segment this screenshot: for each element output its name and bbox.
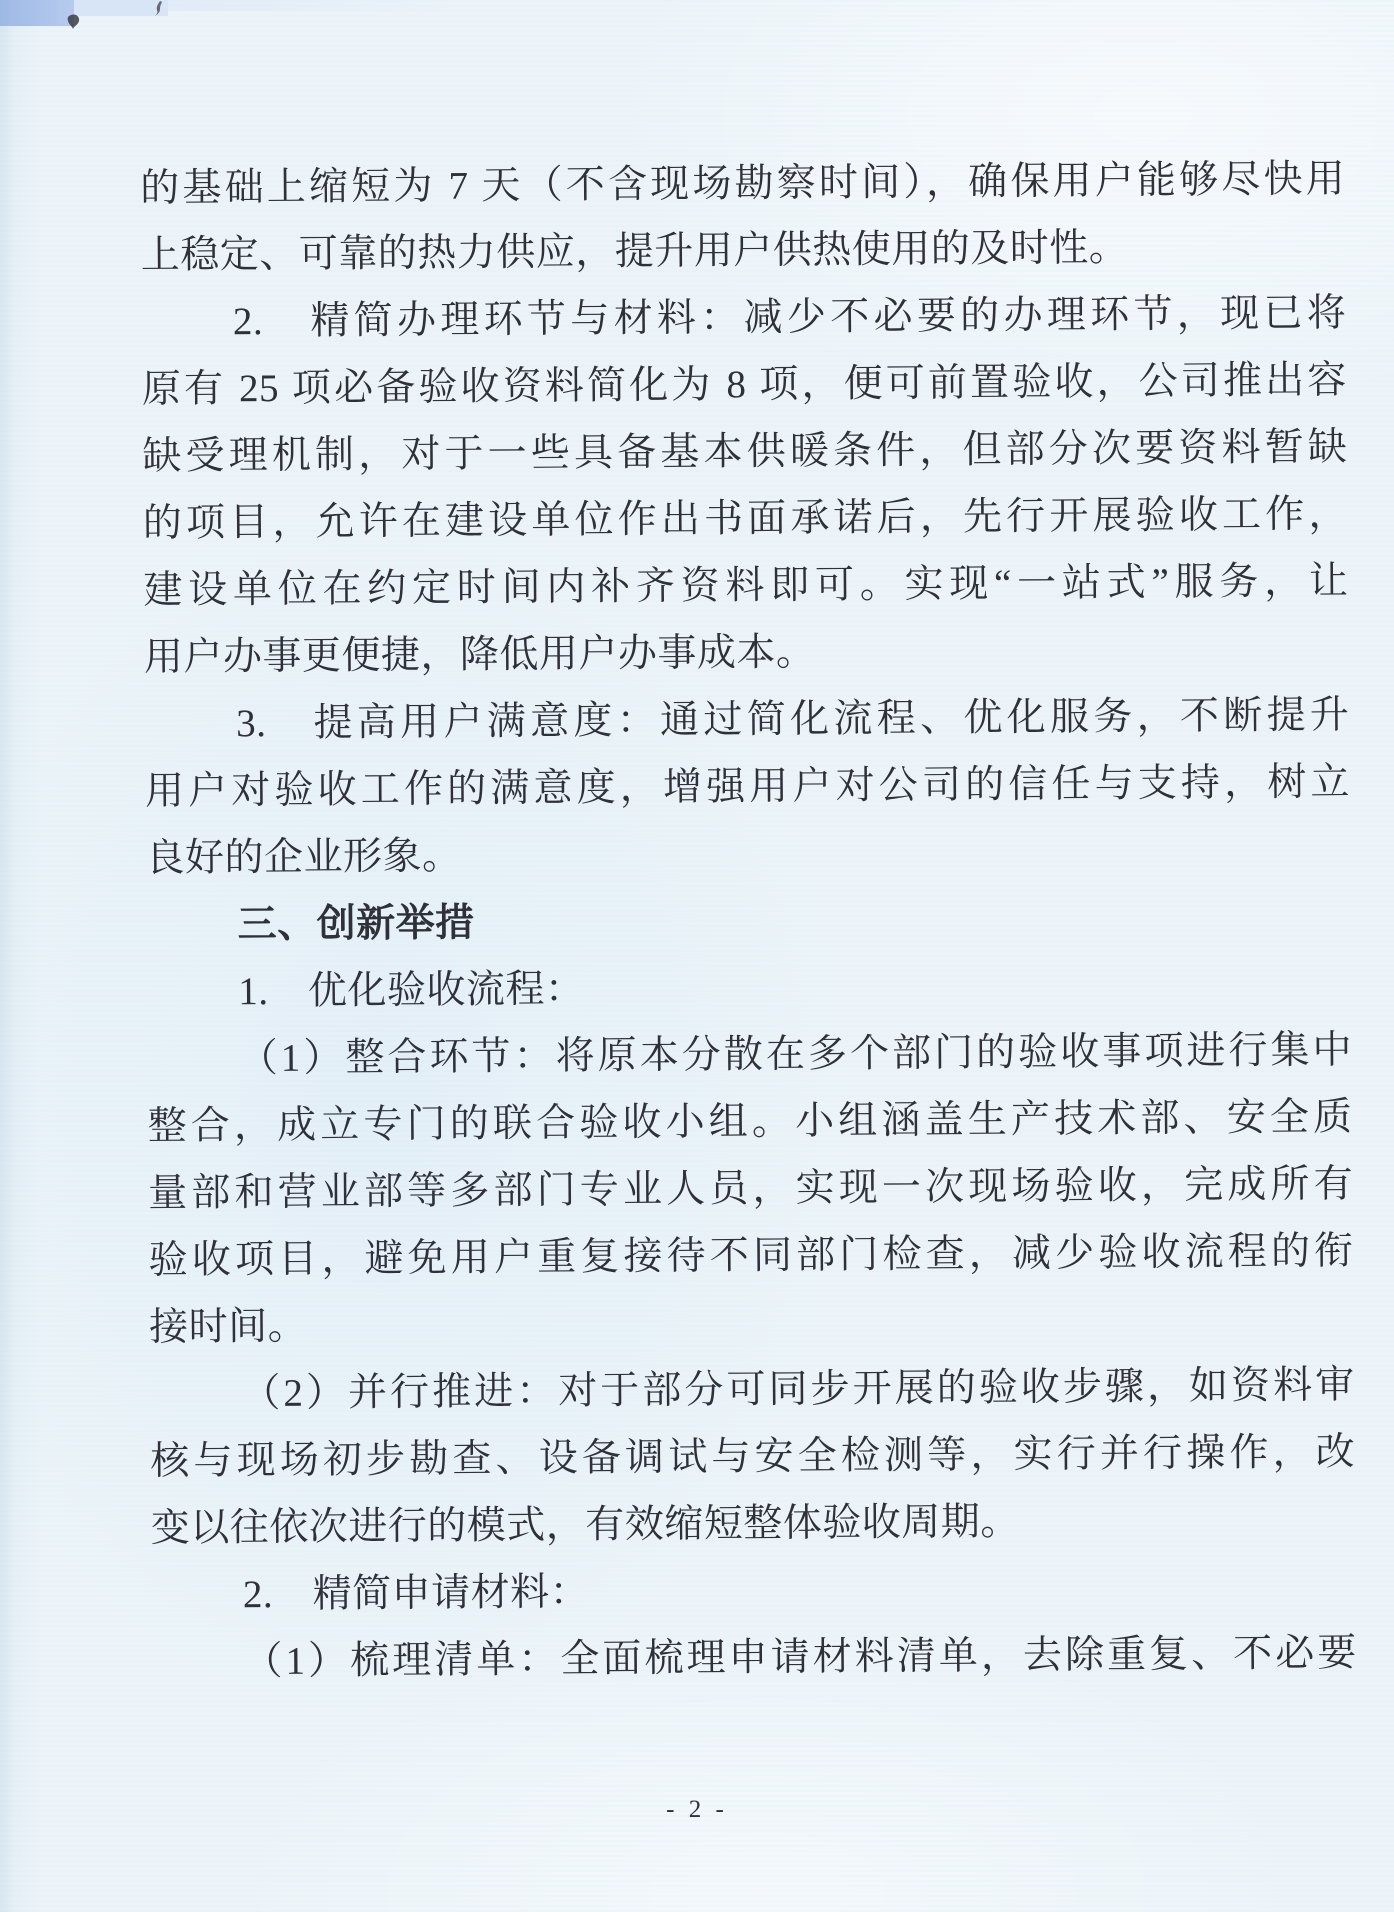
text-line: 三、创新举措 xyxy=(237,901,475,947)
text-line: 的基础上缩短为 7 天（不含现场勘察时间），确保用户能够尽快用 xyxy=(140,157,1346,210)
text-line: 缺受理机制，对于一些具备基本供暖条件，但部分次要资料暂缺 xyxy=(142,425,1348,478)
scan-artifact-corner-faint xyxy=(168,0,468,11)
text-line: 变以往依次进行的模式，有效缩短整体验收周期。 xyxy=(150,1500,1020,1550)
text-line: 核与现场初步勘查、设备调试与安全检测等，实行并行操作，改 xyxy=(150,1430,1356,1483)
text-line: （1）整合环节：将原本分散在多个部门的验收事项进行集中 xyxy=(238,1028,1353,1081)
text-line: 量部和营业部等多部门专业人员，实现一次现场验收，完成所有 xyxy=(147,1162,1354,1215)
page-number: - 2 - xyxy=(666,1796,728,1823)
text-line: （1）梳理清单：全面梳理申请材料清单，去除重复、不必要 xyxy=(243,1631,1357,1684)
text-line: 原有 25 项必备验收资料简化为 8 项，便可前置验收，公司推出容 xyxy=(141,358,1347,411)
text-line: 上稳定、可靠的热力供应，提升用户供热使用的及时性。 xyxy=(140,226,1129,277)
text-line: 建设单位在约定时间内补齐资料即可。实现“一站式”服务，让 xyxy=(143,559,1349,612)
scan-artifact-corner-dark xyxy=(0,0,74,26)
text-line: 的项目，允许在建设单位作出书面承诺后，先行开展验收工作， xyxy=(142,492,1349,545)
text-line: 用户办事更便捷，降低用户办事成本。 xyxy=(143,630,816,679)
scan-speck-icon xyxy=(153,1,163,16)
text-line: 2. 精简申请材料： xyxy=(242,1570,590,1617)
text-line: （2）并行推进：对于部分可同步开展的验收步骤，如资料审 xyxy=(241,1363,1355,1416)
text-line: 1. 优化验收流程： xyxy=(238,967,585,1014)
document-body xyxy=(140,146,1357,1696)
text-line: 3. 提高用户满意度：通过简化流程、优化服务，不断提升 xyxy=(235,693,1350,746)
scan-speck-icon xyxy=(67,13,82,31)
text-line: 整合，成立专门的联合验收小组。小组涵盖生产技术部、安全质 xyxy=(147,1095,1353,1148)
text-line: 接时间。 xyxy=(149,1304,308,1349)
text-line: 良好的企业形象。 xyxy=(145,834,462,880)
text-line: 验收项目，避免用户重复接待不同部门检查，减少验收流程的衔 xyxy=(148,1229,1354,1282)
text-line: 2. 精简办理环节与材料：减少不必要的办理环节，现已将 xyxy=(232,291,1347,344)
text-line: 用户对验收工作的满意度，增强用户对公司的信任与支持，树立 xyxy=(144,760,1351,813)
